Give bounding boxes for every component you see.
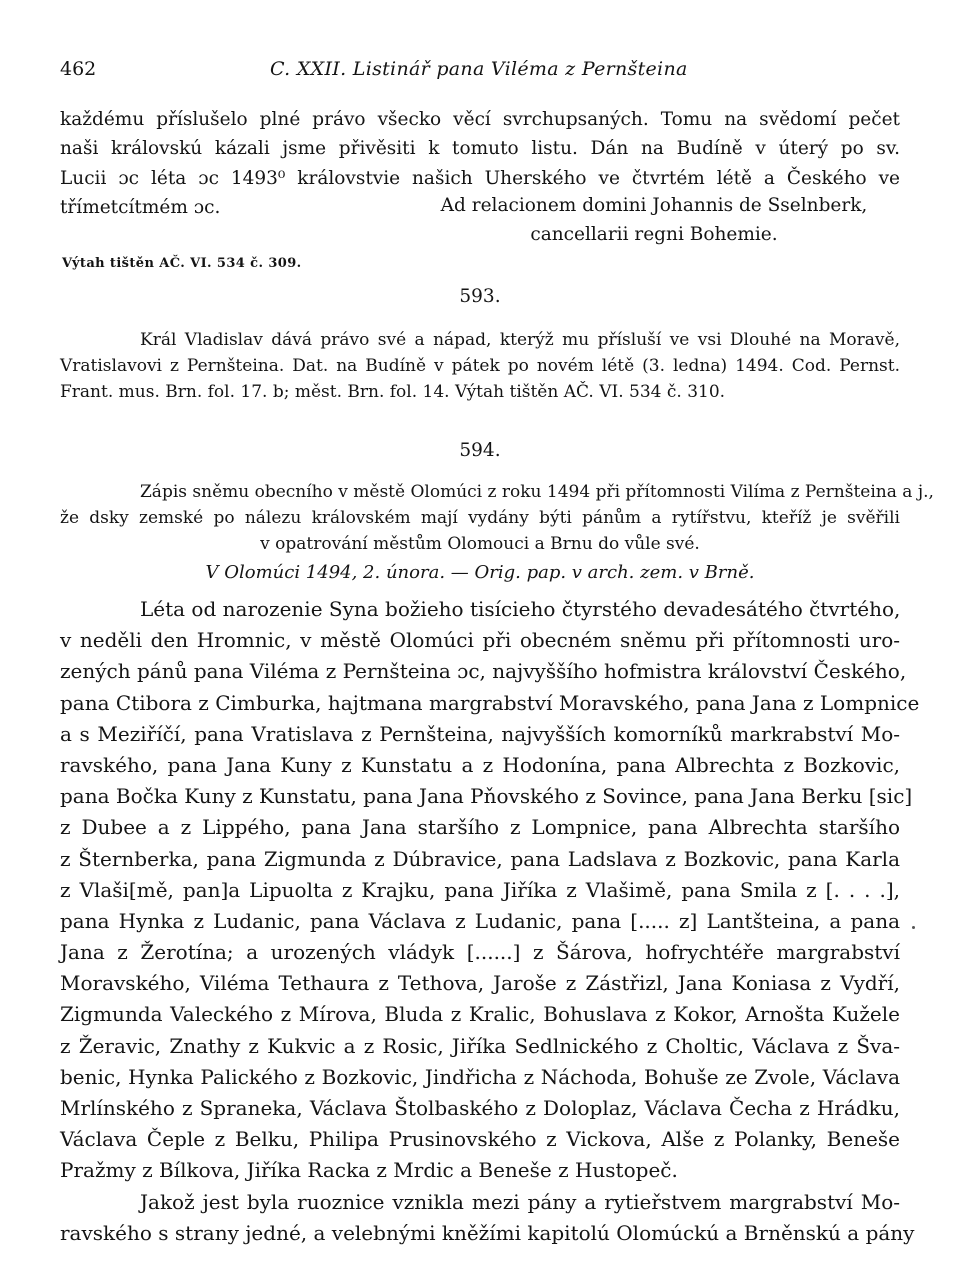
text-line: a s Meziříčí, pana Vratislava z Pernšteina, najvyšších komorníků markrabství Mo-: [60, 721, 900, 746]
text-line: pana Ctibora z Cimburka, hajtmana margrabství Moravského, pana Jana z Lompnice: [60, 690, 920, 715]
margin-mark: [912, 926, 915, 929]
document-594-body: [60, 594, 920, 1249]
text-line: že dsky zemské po nálezu královském mají vydány býti pánům a rytířstvu, kteříž je svěřili: [60, 508, 900, 528]
text-line: Mrlínského z Spraneka, Václava Štolbaského z Doloplaz, Václava Čecha z Hrádku,: [60, 1096, 900, 1120]
text-line: třímetcítmém ɔc.: [60, 196, 221, 218]
relation-line: cancellarii regni Bohemie.: [530, 224, 778, 246]
text-line: zených pánů pana Viléma z Pernšteina ɔc, najvyššího hofmistra království Českého,: [60, 659, 907, 684]
text-line: z Žeravic, Znathy z Kukvic a z Rosic, Jiříka Sedlnického z Choltic, Václava z Šva-: [60, 1033, 900, 1058]
text-line: v opatrování městům Olomouci a Brnu do vůle své.: [260, 534, 700, 554]
text-line: z Vlaši[mě, pan]a Lipuolta z Krajku, pana Jiříka z Vlašimě, pana Smila z [. . . .],: [60, 877, 900, 902]
page-header: [60, 58, 900, 82]
print-note: Výtah tištěn AČ. VI. 534 č. 309.: [62, 256, 302, 271]
text-line: Vratislavovi z Pernšteina. Dat. na Budíně v pátek po novém létě (3. ledna) 1494. Cod. Pernst.: [60, 356, 900, 376]
text-line: pana Hynka z Ludanic, pana Václava z Ludanic, pana [..... z] Lantšteina, a pana: [60, 908, 900, 933]
relation-line: Ad relacionem domini Johannis de Sselnberk,: [440, 195, 868, 216]
text-line: benic, Hynka Palického z Bozkovic, Jindřicha z Náchoda, Bohuše ze Zvole, Václava: [60, 1064, 900, 1089]
text-line: Král Vladislav dává právo své a nápad, kterýž mu přísluší ve vsi Dlouhé na Moravě,: [140, 330, 900, 350]
text-line: Zápis sněmu obecního v městě Olomúci z roku 1494 při přítomnosti Vilíma z Pernšteina a j.,: [140, 482, 934, 502]
text-line: Lucii ɔc léta ɔc 1493⁰ královstvie našich Uherského ve čtvrtém létě a Českého ve: [60, 167, 900, 189]
text-line: Frant. mus. Brn. fol. 17. b; měst. Brn. fol. 14. Výtah tištěn AČ. VI. 534 č. 310.: [60, 382, 726, 402]
text-line: Léta od narozenie Syna božieho tisícieho čtyrstého devadesátého čtvrtého,: [140, 597, 901, 621]
relation-note: [414, 191, 894, 250]
text-line: v neděli den Hromnic, v městě Olomúci při obecném sněmu při přítomnosti uro-: [60, 628, 900, 653]
document-593-regest: [60, 327, 900, 405]
text-line: ravského, pana Jana Kuny z Kunstatu a z Hodonína, pana Albrechta z Bozkovic,: [60, 752, 900, 777]
document-number-593: 593.: [459, 286, 501, 307]
text-line: každému příslušelo plné právo všecko věcí svrchupsaných. Tomu na svědomí pečet: [60, 109, 900, 130]
page-number: 462: [60, 58, 97, 80]
text-line: Václava Čeple z Belku, Philipa Prusinovského z Vickova, Alše z Polanky, Beneše: [60, 1127, 900, 1152]
document-number-594: 594.: [459, 440, 501, 461]
text-line: z Šternberka, pana Zigmunda z Dúbravice, pana Ladslava z Bozkovic, pana Karla: [60, 846, 900, 871]
text-line: Jakož jest byla ruoznice vznikla mezi pány a rytieřstvem margrabství Mo-: [140, 1189, 900, 1214]
text-line: Zigmunda Valeckého z Mírova, Bluda z Kralic, Bohuslava z Kokor, Arnošta Kužele: [60, 1002, 900, 1027]
text-line: Moravského, Viléma Tethaura z Tethova, Jaroše z Zástřizl, Jana Koniasa z Vydří,: [60, 971, 900, 996]
text-line: naši královskú kázali jsme přivěsiti k tomuto listu. Dán na Budíně v úterý po sv.: [60, 138, 900, 160]
running-head: C. XXII. Listinář pana Viléma z Pernšteina: [270, 58, 688, 80]
text-line: pana Bočka Kuny z Kunstatu, pana Jana Pňovského z Sovince, pana Jana Berku [sic]: [60, 784, 913, 809]
document-594-regest: [60, 479, 934, 557]
document-594-dating: V Olomúci 1494, 2. února. — Orig. pap. v arch. zem. v Brně.: [205, 562, 755, 583]
text-line: ravského s strany jedné, a velebnými kněžími kapitolú Olomúckú a Brněnskú a pány: [60, 1220, 915, 1245]
text-line: Jana z Žerotína; a urozených vládyk [......] z Šárova, hofrychtéře margrabství: [60, 940, 900, 965]
text-line: Pražmy z Bílkova, Jiříka Racka z Mrdic a Beneše z Hustopeč.: [60, 1158, 678, 1183]
text-line: z Dubee a z Lippého, pana Jana staršího z Lompnice, pana Albrechta staršího: [60, 815, 900, 840]
